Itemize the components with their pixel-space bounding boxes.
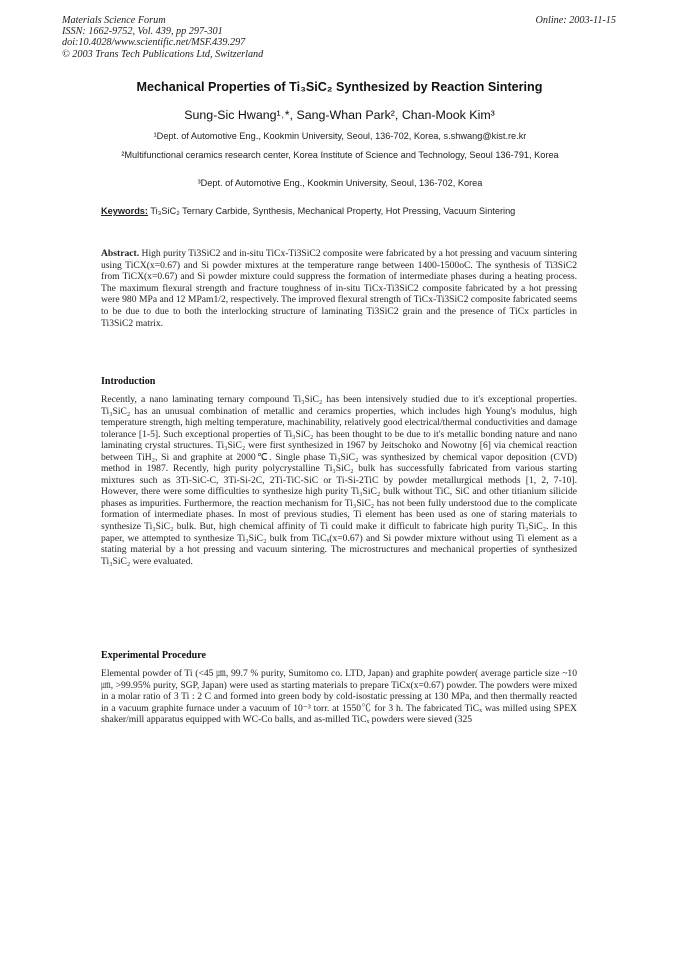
keywords	[101, 206, 577, 217]
keywords-text: Ti₃SiC₂ Ternary Carbide, Synthesis, Mechanical Property, Hot Pressing, Vacuum Sintering	[147, 206, 516, 216]
author-list: Sung-Sic Hwang¹˒*, Sang-Whan Park², Chan-Mook Kim³	[184, 108, 495, 122]
journal-name: Materials Science Forum	[62, 15, 166, 26]
experimental-text: Elemental powder of Ti (<45 ㎛, 99.7 % purity, Sumitomo co. LTD, Japan) and graphite powder( average particle size ~10 ㎛, >99.95% purity, SGP, Japan) were used as starting materials to prepare TiCx(x=0.67) powder. The powders were mixed in a molar ratio of 3 Ti : 2 C and formed into green body by cold-isostatic pressing at 130 MPa, and then thermally reacted in a vacuum graphite furnace under a vacuum of 10⁻³ torr. at 1550℃ for 3 h. The fabricated TiCₓ was milled using SPEX shaker/mill apparatus equipped with WC-Co balls, and as-milled TiCₓ powders were sieved (325	[101, 668, 577, 726]
introduction-text: Recently, a nano laminating ternary compound Ti₃SiC₂ has been intensively studied due to it's exceptional properties. Ti₃SiC₂ has an unusual combination of metallic and ceramics properties, which includes high Young's modulus, high temperature strength, high melting temperature, machinability, relatively good electrical/thermal conductivities and damage tolerance [1-5]. Such exceptional properties of Ti₃SiC₂ has been thought to be due to it's metallic bonding nature and nano laminating crystal structures. Ti₃SiC₂ were first synthesized in 1967 by Jeitschoko and Nowotny [6] via chemical reaction between TiH₂, Si and graphite at 2000℃. Single phase Ti₃SiC₂ was synthesized by chemical vapor deposition (CVD) method in 1987. Recently, high purity polycrystalline Ti₃SiC₂ bulk has successfully fabricated from various starting mixtures such as 3Ti-SiC-C, 3Ti-Si-2C, 2Ti-TiC-SiC or Ti-Si-2TiC by powder metallurgical methods [1, 2, 7-10]. However, there were some difficulties to synthesize high purity Ti₃SiC₂ bulk without TiC, SiC and other titianium silicide phases as impurities. Furthermore, the reaction mechanism for Ti₃SiC₂ has not been fully understood due to the complicate formation of intermediate phases. In most of previous studies, Ti element has been used as one of staring materials to synthesize Ti₃SiC₂ bulk. But, high chemical affinity of Ti could make it difficult to fabricate high purity Ti₃SiC₂. In this paper, we attempted to synthesize Ti₃SiC₂ bulk from TiCₓ(x=0.67) and Si powder mixture without using Ti element as a stating material by a hot pressing and vacuum sintering. The microstructures and mechanical properties of synthesized Ti₃SiC₂ were evaluated.	[101, 394, 577, 567]
issn-line: ISSN: 1662-9752, Vol. 439, pp 297-301	[62, 26, 223, 38]
introduction-heading: Introduction	[101, 376, 156, 387]
doi-line: doi:10.4028/www.scientific.net/MSF.439.297	[62, 37, 246, 49]
affiliation-3: ³Dept. of Automotive Eng., Kookmin University, Seoul, 136-702, Korea	[197, 178, 483, 188]
affiliation-1: ¹Dept. of Automotive Eng., Kookmin University, Seoul, 136-702, Korea, s.shwang@kist.re.kr	[153, 131, 527, 141]
online-date: Online: 2003-11-15	[535, 15, 616, 26]
abstract-text: High purity Ti3SiC2 and in-situ TiCx-Ti3SiC2 composite were fabricated by a hot pressing and vacuum sintering using TiCX(x=0.67) and Si powder mixtures at the temperature range between 1400-1500oC. The synthesis of Ti3SiC2 from TiCX(x=0.67) and Si powder mixture could suppress the formation of intermediate phases during a heating process. The maximum flexural strength and fracture toughness of in-situ TiCx-Ti3SiC2 composite fabricated by a hot pressing were 980 MPa and 12 MPam1/2, respectively. The improved flexural strength of TiCx-Ti3SiC2 composite fabricated seems to be due to due to both the interlocking structure of laminating Ti3SiC2 grain and the presence of TiCx particles in Ti3SiC2 matrix.	[101, 248, 577, 329]
copyright-line: © 2003 Trans Tech Publications Ltd, Switzerland	[62, 48, 264, 60]
keywords-label: Keywords:	[101, 206, 148, 216]
paper-title: Mechanical Properties of Ti₃SiC₂ Synthesized by Reaction Sintering	[136, 80, 543, 94]
abstract-label: Abstract.	[101, 248, 140, 259]
abstract	[101, 248, 577, 329]
affiliation-2: ²Multifunctional ceramics research center, Korea Institute of Science and Technology, Seoul 136-791, Korea	[121, 150, 559, 160]
journal-header	[62, 15, 263, 60]
experimental-heading: Experimental Procedure	[101, 650, 206, 661]
